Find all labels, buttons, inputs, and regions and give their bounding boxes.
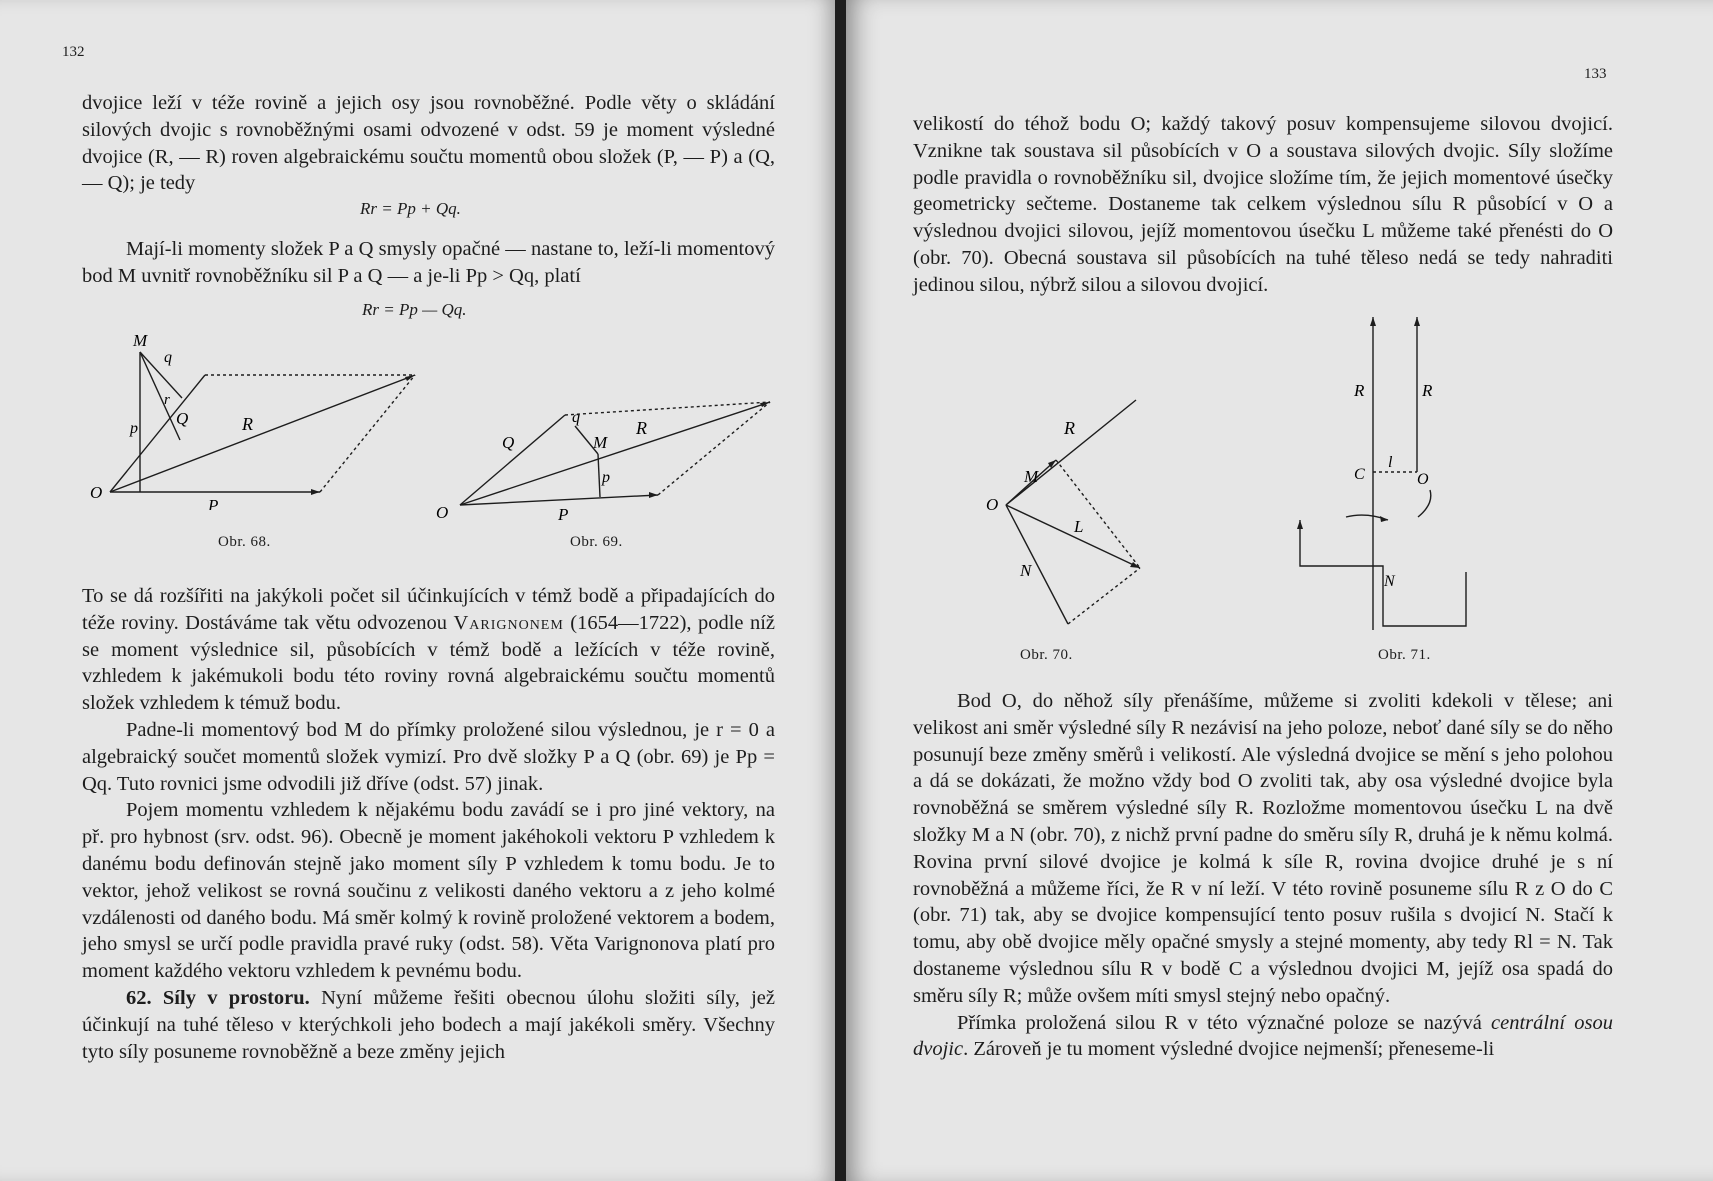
fig69-dash-right [658, 402, 770, 495]
fig70-dash-2 [1068, 568, 1140, 624]
fig70-resultant-R [1006, 400, 1136, 505]
fig71-label-R-right: R [1422, 381, 1433, 400]
fig69-force-P [460, 495, 658, 505]
page-number-right: 133 [1584, 66, 1607, 82]
right-page [846, 0, 1713, 1181]
fig70-label-O: O [986, 495, 999, 514]
fig71-arrowhead-R-at-C [1370, 317, 1376, 326]
fig68-resultant-R [110, 375, 415, 492]
fig70-component-N [1006, 505, 1068, 624]
fig68-label-q: q [164, 349, 172, 366]
fig69-dash-top [565, 402, 770, 415]
fig69-label-P: P [558, 505, 569, 520]
figure-71 [1266, 312, 1556, 642]
fig68-perp-q [140, 352, 182, 398]
section-62-heading: 62. Síly v prostoru. [126, 986, 310, 1009]
figure-69 [430, 390, 780, 520]
fig68-arrowhead-P [311, 489, 320, 495]
fig68-label-Q: Q [176, 409, 189, 428]
figure-70 [976, 390, 1216, 640]
fig71-label-l: l [1388, 454, 1393, 471]
fig71-caption: Obr. 71. [1378, 647, 1431, 663]
left-page [0, 0, 835, 1181]
left-paragraph-3-part-b: (1654—1722), podle níž se moment výslednice sil, působících v témž bodě a ležících v téže rovině, vzhledem k jakémukoli bodu této roviny rovná algebraickému součtu momentů složek vzhledem k témuž bodu. [82, 611, 775, 715]
fig68-arrowhead-R [405, 375, 415, 381]
left-paragraph-3-part-a: To se dá rozšířiti na jakýkoli počet sil účinkujících v témž bodě a připadajících do téže roviny. Dostáváme tak větu odvozenou [82, 585, 775, 634]
left-paragraph-2: Mají-li momenty složek P a Q smysly opačné — nastane to, leží-li momentový bod M uvnitř rovnoběžníku sil P a Q — a je-li Pp > Qq, platí [82, 238, 775, 287]
fig71-label-O: O [1417, 471, 1429, 488]
fig68-label-p: p [130, 420, 138, 437]
fig70-label-M: M [1024, 467, 1039, 486]
fig69-resultant-R [460, 402, 770, 505]
fig68-label-r: r [164, 392, 170, 408]
fig71-arrowhead-N-left [1297, 520, 1303, 529]
left-text-block-1 [82, 90, 775, 197]
right-text-block-2 [913, 688, 1613, 1063]
central-axis-term: centrální osou dvojic [913, 1011, 1614, 1061]
varignon-name: Varignonem [453, 611, 564, 634]
left-paragraph-3 [82, 583, 775, 717]
fig70-label-L: L [1074, 517, 1084, 536]
fig70-caption: Obr. 70. [1020, 647, 1073, 663]
fig71-label-R-left: R [1354, 381, 1365, 400]
fig69-force-Q [460, 415, 565, 505]
fig69-arrowhead-P [649, 492, 658, 498]
fig69-perp-p [598, 454, 600, 497]
fig68-label-M: M [133, 331, 148, 350]
left-paragraph-4: Padne-li momentový bod M do přímky proložené silou výslednou, je r = 0 a algebraický součet momentů složek vymizí. Pro dvě složky P a Q (obr. 69) je Pp = Qq. Tuto rovnici jsme odvodili již dříve (odst. 57) jinak. [82, 718, 775, 795]
fig68-label-O: O [90, 483, 103, 502]
fig71-label-N: N [1384, 573, 1395, 590]
fig71-arrowhead-R-at-O [1414, 317, 1420, 326]
section-62-body: Nyní můžeme řešiti obecnou úlohu složiti síly, jež účinkují na tuhé těleso v kterýchkoli jeho bodech a mají jakékoli směry. Všechny tyto síly posuneme rovnoběžně a beze změny jejich [82, 986, 775, 1063]
fig70-label-N: N [1020, 561, 1032, 580]
left-paragraph-6 [82, 985, 775, 1065]
fig68-caption: Obr. 68. [218, 534, 271, 550]
fig69-caption: Obr. 69. [570, 534, 623, 550]
left-text-block-3 [82, 583, 775, 1065]
fig68-label-R: R [242, 414, 253, 434]
fig71-arc-right [1418, 490, 1431, 517]
right-paragraph-3 [913, 1010, 1613, 1064]
right-paragraph-3-part-a: Přímka proložená silou R v této význačné poloze se nazývá [957, 1011, 1492, 1034]
fig70-moment-L [1006, 505, 1140, 568]
left-paragraph-5: Pojem momentu vzhledem k nějakému bodu zavádí se i pro jiné vektory, na př. pro hybnost (srv. odst. 96). Obecně je moment jakéhokoli vektoru P vzhledem k danému bodu definován stejně jako moment síly P vzhledem k tomu bodu. Je to vektor, jehož velikost se rovná součinu z velikosti daného vektoru a z jeho kolmé vzdálenosti od daného bodu. Má směr kolmý k rovině proložené vektorem a bodem, jeho smysl se určí podle pravidla pravé ruky (odst. 58). Věta Varignonova platí pro moment každého vektoru vzhledem k pevnému bodu. [82, 799, 775, 983]
fig69-label-R: R [636, 418, 647, 438]
equation-1: Rr = Pp + Qq. [360, 199, 461, 218]
right-text-block-1 [913, 111, 1613, 299]
right-paragraph-3-part-b: . Zároveň je tu moment výsledné dvojice nejmenší; přeneseme-li [963, 1038, 1495, 1061]
fig69-label-p: p [602, 469, 610, 486]
right-paragraph-2: Bod O, do něhož síly přenášíme, můžeme si zvoliti kdekoli v tělese; ani velikost ani směr výsledné síly R nezávisí na jeho poloze, neboť dané síly se do něho posunují beze změny směrů i velikostí. Ale výsledná dvojice se mění s jeho polohou a dá se dokázati, že možno vždy bod O zvoliti tak, aby osa výsledné dvojice byla rovnoběžná se směrem výsledné síly R. Rozložme momentovou úsečku L na dvě složky M a N (obr. 70), z nichž první padne do směru síly R, druhá je k němu kolmá. Rovina první silové dvojice je kolmá k síle R, rovina dvojice druhé je s ní rovnoběžná a můžeme říci, že R v ní leží. V této rovině posuneme sílu R z O do C (obr. 71) tak, aby se dvojice kompensující tento posuv rušila s dvojicí N. Stačí k tomu, aby obě dvojice měly opačné smysly a stejné momenty, aby tedy Rl = N. Tak dostaneme výslednou sílu R v bodě C a výslednou dvojici M, jejíž osa spadá do směru síly R; může ovšem míti smysl stejný nebo opačný. [913, 690, 1613, 1007]
fig68-perp-r [140, 352, 180, 440]
figure-68 [80, 330, 430, 510]
fig69-label-M: M [593, 433, 608, 452]
equation-2: Rr = Pp — Qq. [362, 300, 467, 319]
fig71-couple-N [1300, 520, 1466, 626]
right-paragraph-1: velikostí do téhož bodu O; každý takový posuv kompensujeme silovou dvojicí. Vznikne tak soustava sil působících v O a soustava silových dvojic. Síly složíme podle pravidla o rovnoběžníku sil, dvojice složíme tím, že jejich momentové úsečky geometricky sečteme. Dostaneme tak celkem výslednou sílu R působící v O a výslednou dvojici silovou, jejíž momentovou úsečku L můžeme také přenésti do O (obr. 70). Obecná soustava sil působících na tuhé těleso nedá se tedy nahraditi jedinou silou, nýbrž silou a silovou dvojicí. [913, 113, 1613, 296]
fig69-label-O: O [436, 503, 449, 520]
left-paragraph-1: dvojice leží v téže rovině a jejich osy jsou rovnoběžné. Podle věty o skládání silových dvojic s rovnoběžnými osami odvozené v odst. 59 je moment výsledné dvojice (R, — R) roven algebraickému součtu momentů obou složek (P, — P) a (Q, — Q); je tedy [82, 92, 775, 195]
fig69-label-Q: Q [502, 433, 515, 452]
book-gutter [835, 0, 846, 1181]
left-text-block-2 [82, 236, 775, 290]
fig70-dash-1 [1056, 460, 1140, 568]
fig71-label-C: C [1354, 466, 1365, 483]
fig68-label-P: P [208, 496, 219, 510]
fig69-label-q: q [572, 409, 580, 426]
page-number-left: 132 [62, 44, 85, 60]
fig70-label-R: R [1064, 418, 1075, 438]
